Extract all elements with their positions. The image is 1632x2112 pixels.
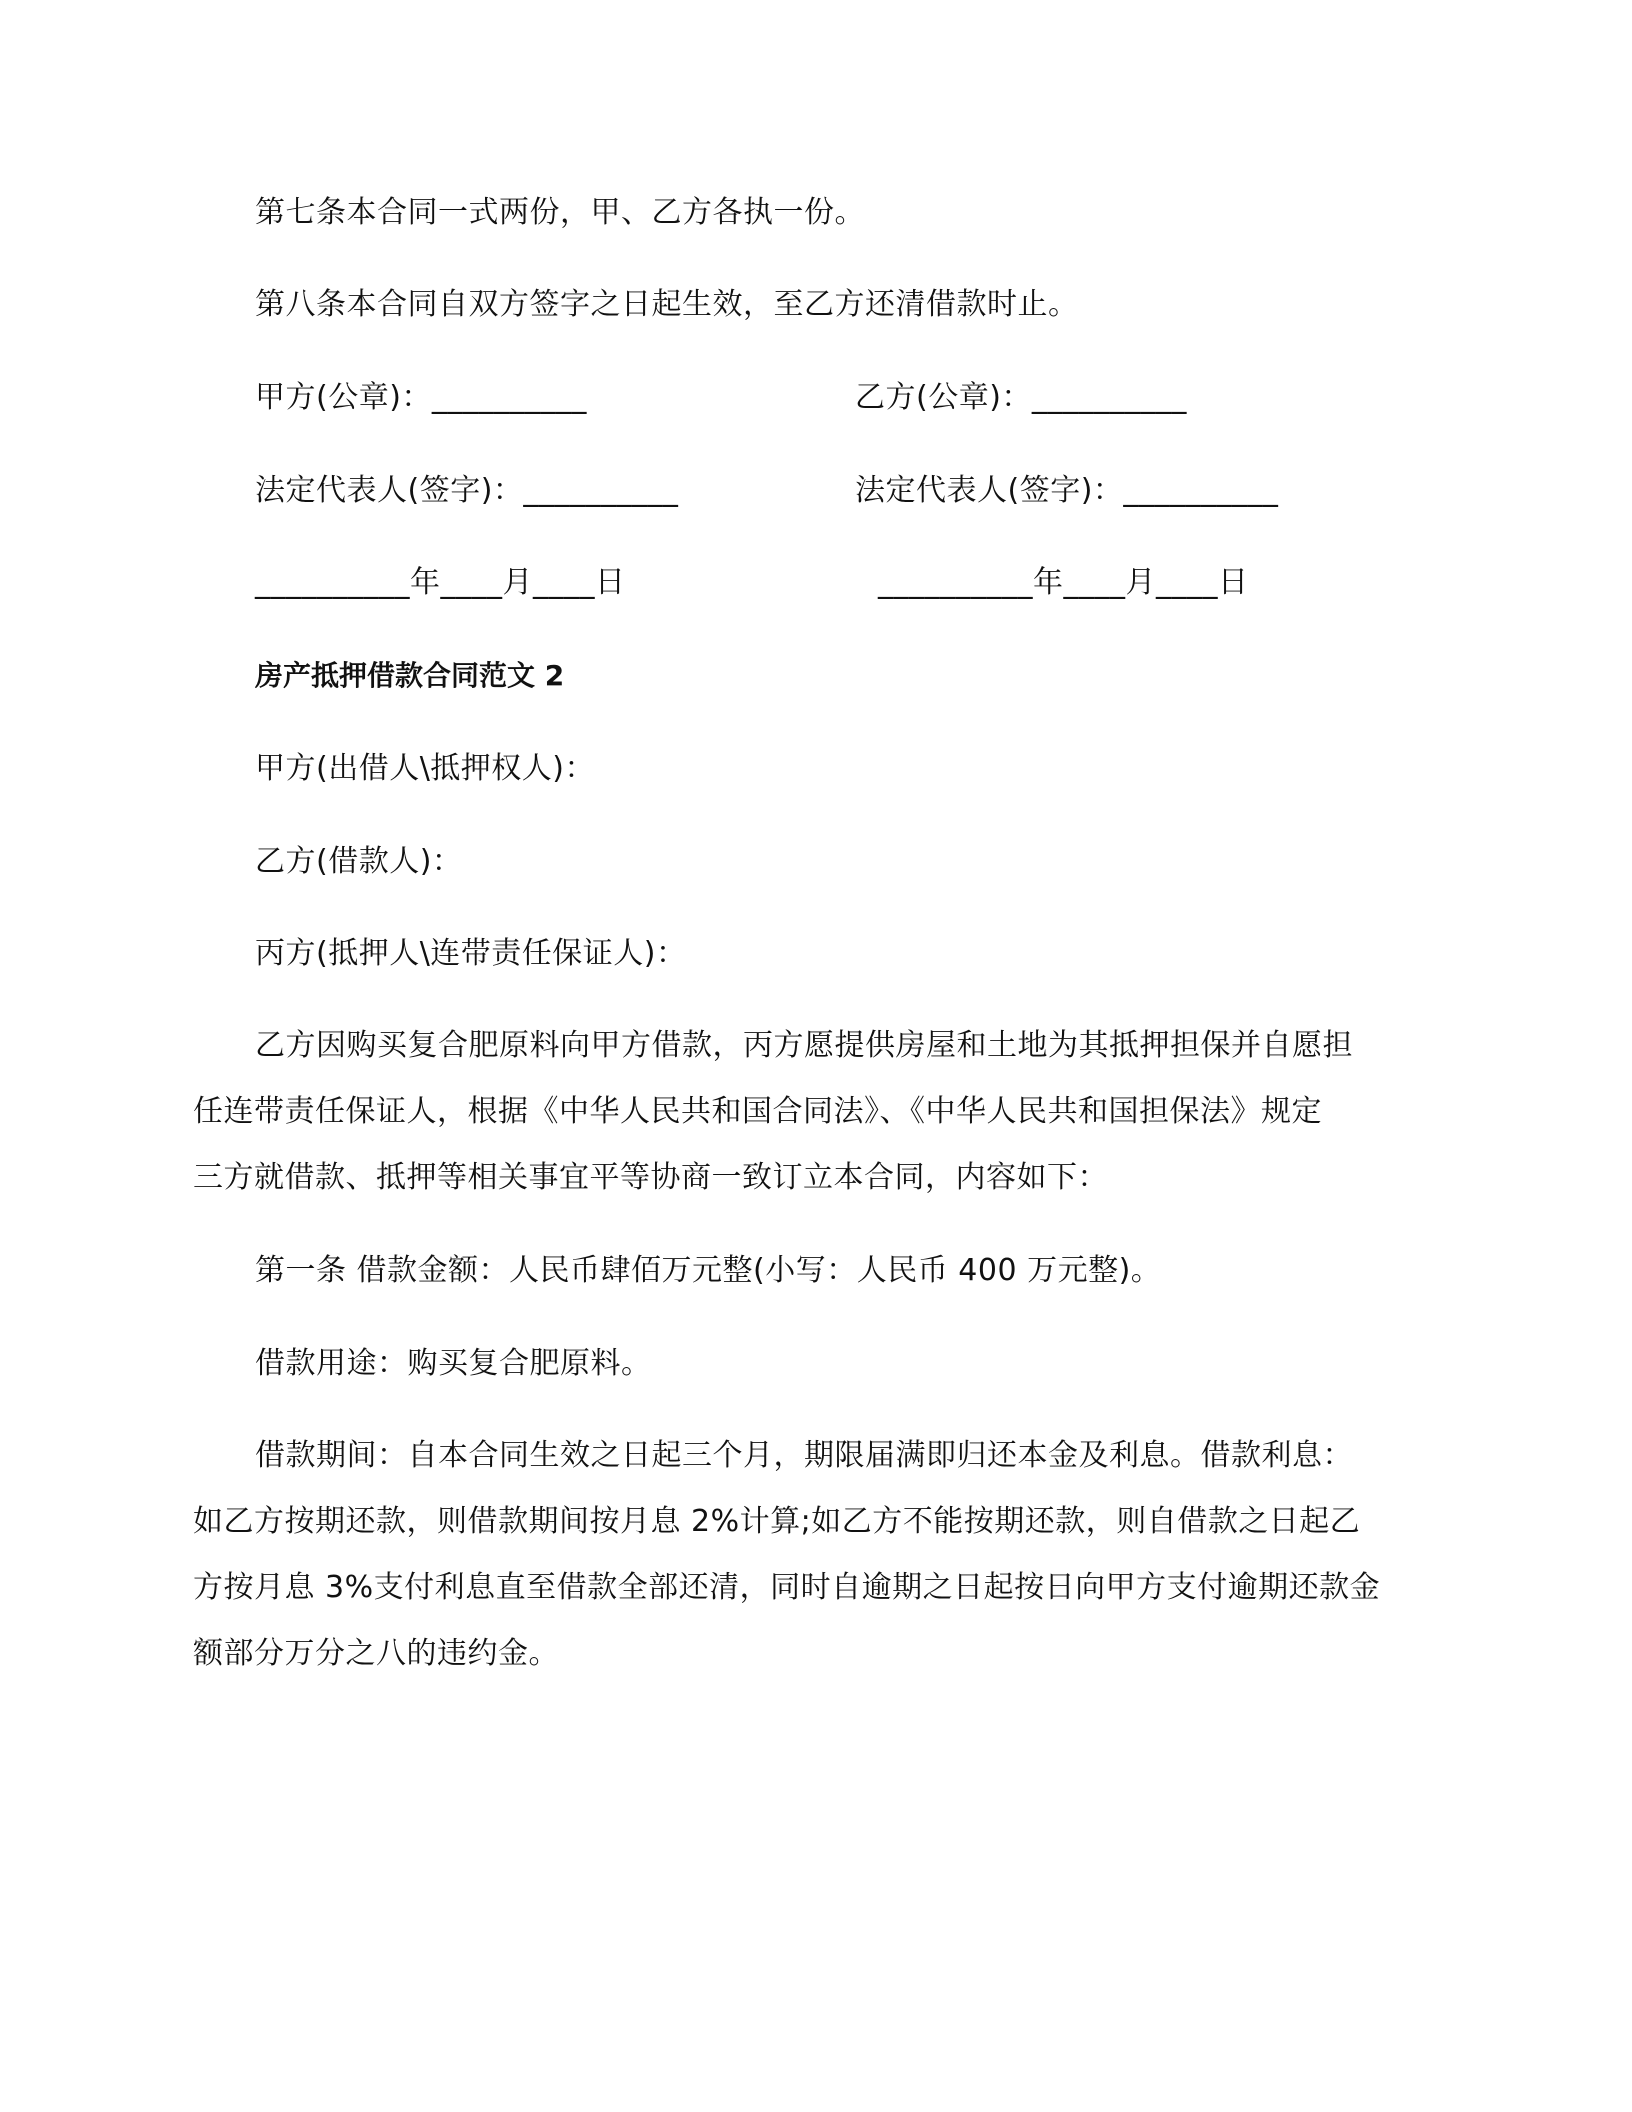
intro-line-1: 乙方因购买复合肥原料向甲方借款，丙方愿提供房屋和土地为其抵押担保并自愿担: [255, 1028, 1353, 1063]
term-line-3: 方按月息 3%支付利息直至借款全部还清，同时自逾期之日起按日向甲方支付逾期还款金: [193, 1570, 1381, 1605]
term-line-1: 借款期间：自本合同生效之日起三个月，期限届满即归还本金及利息。借款利息：: [255, 1438, 1353, 1473]
article-8: 第八条本合同自双方签字之日起生效，至乙方还清借款时止。: [255, 287, 1079, 322]
party-c-label: 丙方(抵押人\连带责任保证人)：: [255, 936, 687, 971]
party-b-date-line: __________年____月____日: [878, 565, 1249, 600]
article-1: 第一条 借款金额：人民币肆佰万元整(小写：人民币 400 万元整)。: [255, 1253, 1162, 1288]
term-line-2: 如乙方按期还款，则借款期间按月息 2%计算;如乙方不能按期还款，则自借款之日起乙: [193, 1504, 1361, 1539]
article-7: 第七条本合同一式两份，甲、乙方各执一份。: [255, 195, 865, 230]
party-b-seal-line: 乙方(公章)：__________: [855, 380, 1187, 415]
section-title: 房产抵押借款合同范文 2: [255, 659, 565, 692]
term-line-4: 额部分万分之八的违约金。: [193, 1636, 559, 1671]
loan-purpose: 借款用途：购买复合肥原料。: [255, 1346, 652, 1381]
party-a-date-line: __________年____月____日: [255, 565, 626, 600]
party-a-label: 甲方(出借人\抵押权人)：: [255, 751, 596, 786]
party-b-representative-line: 法定代表人(签字)：__________: [855, 473, 1279, 508]
party-b-label: 乙方(借款人)：: [255, 844, 463, 879]
party-a-seal-line: 甲方(公章)：__________: [255, 380, 587, 415]
intro-line-3: 三方就借款、抵押等相关事宜平等协商一致订立本合同，内容如下：: [193, 1160, 1108, 1195]
party-a-representative-line: 法定代表人(签字)：__________: [255, 473, 679, 508]
intro-line-2: 任连带责任保证人，根据《中华人民共和国合同法》、《中华人民共和国担保法》规定: [193, 1094, 1322, 1129]
